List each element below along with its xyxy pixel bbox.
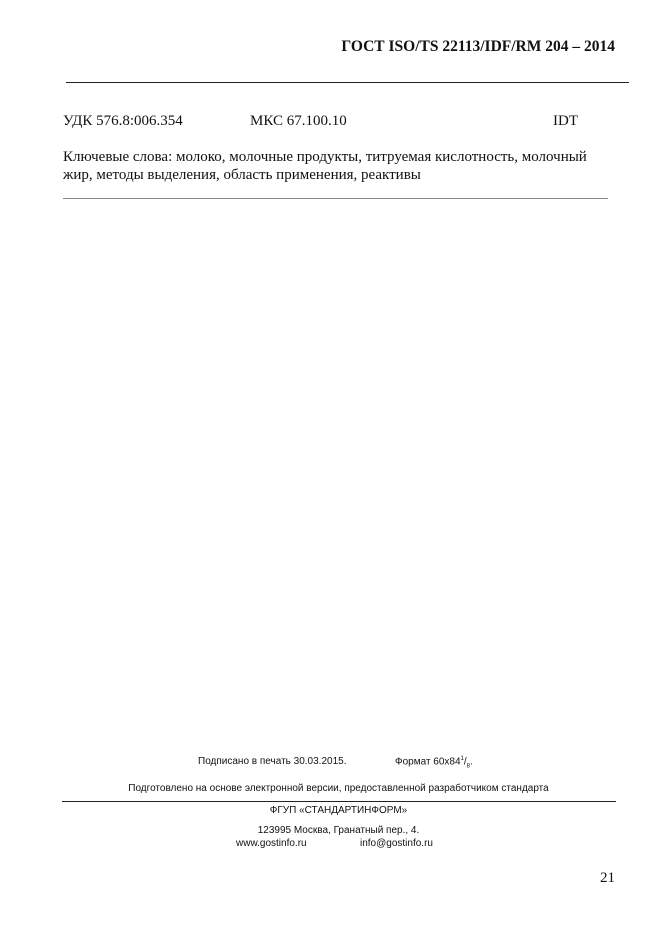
idt-marker: IDT bbox=[553, 113, 578, 129]
keywords-paragraph: Ключевые слова: молоко, молочные продукты, титруемая кислотность, молочный жир, методы выделения, область применения, реактивы bbox=[63, 149, 587, 183]
signed-for-print: Подписано в печать 30.03.2015. bbox=[198, 756, 347, 767]
publisher-name: ФГУП «СТАНДАРТИНФОРМ» bbox=[269, 805, 408, 816]
paper-format: Формат $60x84^1/_8$. bbox=[395, 756, 473, 770]
standard-title: ГОСТ ISO/TS 22113/IDF/RM 204 – 2014 bbox=[341, 38, 615, 55]
format-numerator: 1 bbox=[460, 756, 464, 762]
mks-code: МКС 67.100.10 bbox=[250, 113, 347, 129]
format-label: Формат 60x84 bbox=[395, 756, 461, 768]
page-number: 21 bbox=[600, 870, 615, 886]
email-link[interactable]: info@gostinfo.ru bbox=[360, 838, 433, 849]
header-divider bbox=[66, 82, 629, 83]
format-end: . bbox=[470, 756, 473, 768]
format-denominator: 8 bbox=[466, 763, 471, 770]
prepared-note: Подготовлено на основе электронной версии, предоставленной разработчиком стандарта bbox=[128, 783, 549, 794]
imprint-divider bbox=[62, 801, 616, 802]
website-link[interactable]: www.gostinfo.ru bbox=[236, 838, 307, 849]
publisher-address: 123995 Москва, Гранатный пер., 4. bbox=[257, 825, 420, 836]
udk-code: УДК 576.8:006.354 bbox=[63, 113, 183, 129]
keywords-divider bbox=[63, 198, 608, 199]
